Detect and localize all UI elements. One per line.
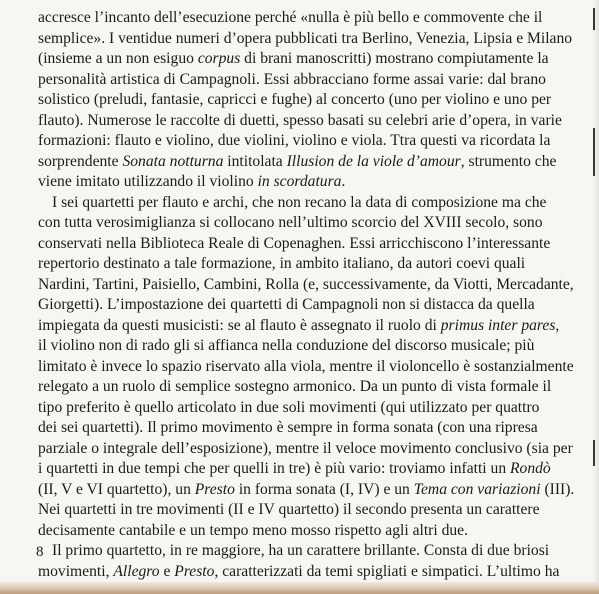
text-run: repertorio destinato a tale formazione, in ambito italiano, da autori coevi quali: [38, 255, 526, 272]
text-run: conservati nella Biblioteca Reale di Copenaghen. Essi arricchiscono l’interessante: [38, 234, 551, 252]
text-run: formazioni: flauto e violino, due violini, violino e viola. Ttra questi va ricordata la: [38, 132, 551, 149]
text-line: [38, 90, 568, 111]
page-right-edge: [593, 0, 599, 594]
page-bottom-edge: [0, 582, 599, 594]
text-line: [38, 8, 568, 29]
text-line: [38, 418, 568, 439]
text-run: flauto). Numerose le raccolte di duetti, spesso basati su celebri arie d’opera, in varie: [38, 111, 562, 129]
text-line: [38, 459, 568, 480]
text-line: [38, 254, 568, 275]
text-run: parziale o integrale dell’esposizione), mentre il veloce movimento conclusivo (sia per: [38, 439, 573, 457]
text-line: [38, 295, 568, 316]
edge-mark-lower: [593, 440, 595, 466]
text-line: [38, 398, 568, 419]
text-run: semplice». I ventidue numeri d’opera pubblicati tra Berlino, Venezia, Lipsia e Milano: [38, 29, 573, 47]
text-run: Giorgetti). L’impostazione dei quartetti di Campagnoli non si distacca da quella: [38, 296, 535, 313]
text-line: [38, 439, 573, 460]
text-run: Nardini, Tartini, Paisiello, Cambini, Rolla (e, successivamente, da Viotti, Mercadante,: [38, 275, 574, 293]
text-run: in forma sonata (I, IV) e un: [234, 480, 414, 498]
edge-mark-middle: [593, 128, 595, 176]
text-run: , caratterizzati da temi spigliati e simpatici. L’ultimo ha: [214, 562, 560, 580]
text-line: [38, 377, 568, 398]
text-run: Il primo quartetto, in re maggiore, ha un carattere brillante. Consta di due briosi: [52, 542, 550, 559]
body-text: [38, 8, 575, 582]
text-line: [38, 152, 568, 173]
text-line: [38, 131, 568, 152]
text-line: [38, 29, 573, 50]
text-line: [38, 213, 568, 234]
italic-text: primus inter pares: [440, 316, 556, 334]
italic-text: corpus: [197, 50, 241, 67]
text-run: (III).: [540, 480, 575, 498]
italic-text: Presto: [194, 480, 235, 498]
text-run: dei sei quartetti). Il primo movimento è sempre in forma sonata (con una ripresa: [38, 419, 538, 436]
italic-text: Rondò: [510, 460, 551, 477]
text-run: con tutta verosimiglianza si collocano nell’ultimo scorcio del XVIII secolo, sono: [38, 214, 543, 231]
text-run: intitolata: [223, 152, 287, 170]
text-line: [38, 111, 568, 132]
italic-text: Allegro: [113, 562, 160, 580]
text-run: impiegata da questi musicisti: se al flauto è assegnato il ruolo di: [38, 316, 441, 334]
text-run: Nei quartetti in tre movimenti (II e IV quartetto) il secondo presenta un carattere: [38, 501, 540, 518]
text-line: [38, 357, 574, 378]
text-run: , strumento che: [460, 152, 557, 170]
text-run: il violino non di rado gli si affianca nella conduzione del discorso musicale; più: [38, 337, 535, 354]
italic-text: Sonata notturna: [122, 152, 224, 170]
text-run: limitato è invece lo spazio riservato alla viola, mentre il violoncello è sostanzialmente: [38, 357, 574, 375]
text-line: [38, 234, 568, 255]
text-line: [38, 500, 568, 521]
text-run: decisamente cantabile e un tempo meno mosso rispetto agli altri due.: [38, 521, 469, 539]
text-run: viene imitato utilizzando il violino: [38, 173, 258, 190]
text-run: accresce l’incanto dell’esecuzione perché «nulla è più bello e commovente che il: [38, 9, 543, 26]
text-run: relegato a un ruolo di semplice sostegno armonico. Da un punto di vista formale il: [38, 378, 552, 395]
italic-text: Illusion de la viole d’amour: [286, 152, 461, 170]
text-line: [38, 541, 568, 562]
text-line: [38, 336, 568, 357]
text-run: di brani manoscritti) mostrano compiutamente la: [240, 50, 549, 67]
text-line: [38, 193, 568, 214]
text-run: i quartetti in due tempi che per quelli in tre) è più vario: troviamo infatti un: [38, 460, 511, 477]
text-run: .: [341, 173, 346, 190]
text-run: (II, V e VI quartetto), un: [38, 480, 195, 498]
italic-text: Presto: [174, 562, 215, 580]
text-line: [38, 70, 568, 91]
text-line: [38, 480, 575, 501]
text-line: [38, 49, 568, 70]
text-run: e: [159, 562, 175, 580]
italic-text: Tema con variazioni: [413, 480, 541, 498]
text-line: [38, 275, 574, 296]
text-line: [38, 172, 568, 193]
edge-mark-top: [593, 8, 595, 30]
italic-text: in scordatura: [257, 173, 342, 190]
page-number: 8: [36, 544, 44, 560]
text-run: personalità artistica di Campagnoli. Essi abbracciano forme assai varie: dal brano: [38, 70, 546, 88]
text-line: [38, 316, 568, 337]
text-line: [38, 521, 568, 542]
text-run: (insieme a un non esiguo: [38, 50, 198, 67]
text-run: tipo preferito è quello articolato in due soli movimenti (qui utilizzato per quattro: [38, 398, 540, 416]
text-run: sorprendente: [38, 152, 123, 170]
text-run: ,: [555, 316, 560, 334]
text-run: I sei quartetti per flauto e archi, che non recano la data di composizione ma che: [52, 193, 547, 211]
text-run: solistico (preludi, fantasie, capricci e fughe) al concerto (uno per violino e uno per: [38, 91, 552, 108]
text-line: [38, 562, 568, 583]
text-run: movimenti,: [38, 562, 114, 580]
